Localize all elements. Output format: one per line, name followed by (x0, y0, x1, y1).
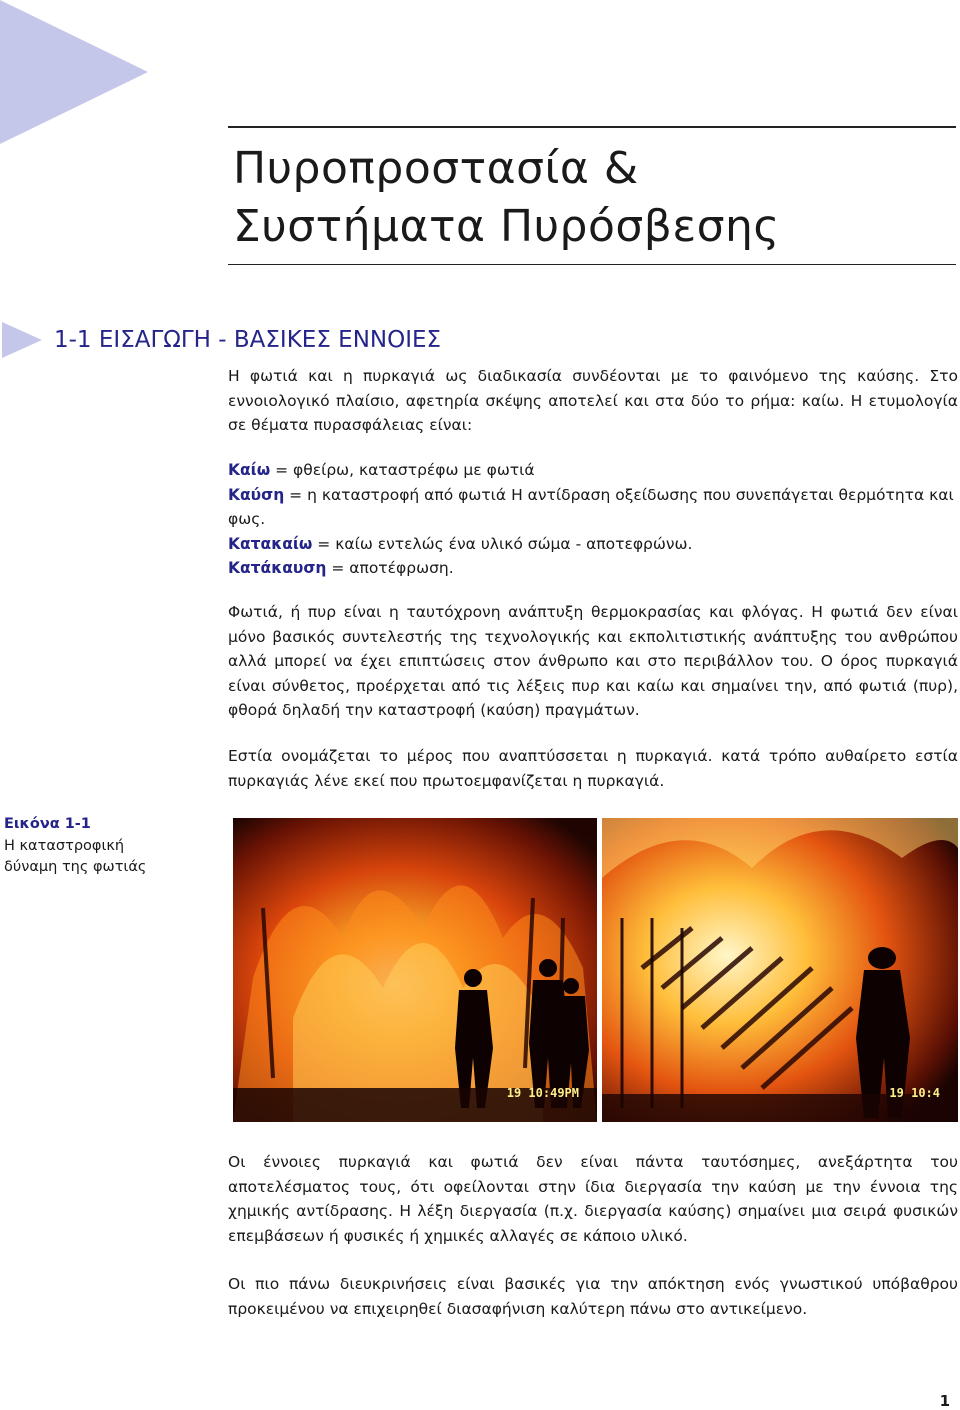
definition-item (228, 556, 958, 581)
fire-definition-block (228, 600, 958, 723)
intro-paragraph: Η φωτιά και η πυρκαγιά ως διαδικασία συνδέονται με το φαινόμενο της καύσης. Στο εννοιολογικό πλαίσιο, αφετηρία σκέψης αποτελεί και στα δύο το ρήμα: καίω. Η ετυμολογία σε θέματα πυρασφάλειας είναι: (228, 367, 958, 434)
definition-term: Κατάκαυση (228, 559, 327, 577)
fire-definition-paragraph: Φωτιά, ή πυρ είναι η ταυτόχρονη ανάπτυξη θερμοκρασίας και φλόγας. Η φωτιά δεν είναι μόνο βασικός συντελεστής της τεχνολογικής και εκπολιτιστικής ανάπτυξης του ανθρώπου αλλά μπορεί να έχει επιπτώσεις στον άνθρωπο και στο περιβάλλον του. Ο όρος πυρκαγιά είναι σύνθετος, προέρχεται από τις λέξεις πυρ και καίω και σημαίνει την, από φωτιά (πυρ), φθορά δηλαδή την καταστροφή (καύση) πραγμάτων. (228, 603, 958, 719)
fire-photo-right-image (602, 818, 958, 1122)
fire-photo-left-image (233, 818, 597, 1122)
fire-photo-left (233, 818, 597, 1122)
concepts-block (228, 1150, 958, 1248)
definition-item (228, 483, 958, 532)
definition-term: Καύση (228, 485, 285, 504)
definition-term: Καίω (228, 461, 271, 479)
page-number: 1 (939, 1392, 950, 1410)
figure-caption (4, 814, 204, 879)
figure-caption-line1: Η καταστροφική (4, 837, 125, 854)
fire-photo-right (602, 818, 958, 1122)
page-title-line1: Πυροπροστασία & (233, 143, 639, 194)
definition-text: = αποτέφρωση. (326, 559, 454, 577)
figure-caption-line2: δύναμη της φωτιάς (4, 859, 147, 875)
section-heading: 1-1 ΕΙΣΑΓΩΓΗ - ΒΑΣΙΚΕΣ ΕΝΝΟΙΕΣ (54, 327, 442, 353)
photo-timestamp-right: 19 10:4 (889, 1086, 940, 1100)
focus-definition-paragraph: Εστία ονομάζεται το μέρος που αναπτύσσεται η πυρκαγιά. κατά τρόπο αυθαίρετο εστία πυρκαγιάς λένε εκεί που πρωτοεμφανίζεται η πυρκαγιά. (228, 747, 958, 790)
title-bottom-rule (228, 264, 956, 265)
definition-text: = η καταστροφή από φωτιά Η αντίδραση οξείδωσης που συνεπάγεται θερμότητα και φως. (228, 485, 954, 528)
page-title (233, 140, 780, 256)
definition-item (228, 458, 958, 483)
figure-label: Εικόνα 1-1 (4, 816, 91, 832)
focus-definition-block (228, 744, 958, 793)
page-title-line2: Συστήματα Πυρόσβεσης (233, 201, 780, 252)
photo-timestamp-left: 19 10:49PM (506, 1086, 579, 1100)
section-bullet-triangle (2, 322, 42, 358)
decorative-triangle-top (0, 0, 148, 144)
title-top-rule (228, 126, 956, 128)
closing-paragraph: Οι πιο πάνω διευκρινήσεις είναι βασικές για την απόκτηση ενός γνωστικού υπόβαθρου προκειμένου να επιχειρηθεί διασαφήνιση καλύτερη πάνω στο αντικείμενο. (228, 1275, 958, 1318)
concepts-paragraph: Οι έννοιες πυρκαγιά και φωτιά δεν είναι πάντα ταυτόσημες, ανεξάρτητα του αποτελέσματος τους, ότι οφείλονται στην ίδια διεργασία την καύση με την έννοια της χημικής αντίδρασης. Η λέξη διεργασία (π.χ. διεργασία καύσης) σημαίνει μια σειρά φυσικών επεμβάσεων ή φυσικές ή χημικές αλλαγές σε κάποιο υλικό. (228, 1153, 958, 1245)
definition-text: = καίω εντελώς ένα υλικό σώμα - αποτεφρώνω. (312, 534, 693, 553)
closing-block (228, 1272, 958, 1321)
definition-item (228, 532, 958, 557)
definition-term: Κατακαίω (228, 534, 313, 553)
definition-text: = φθείρω, καταστρέφω με φωτιά (270, 461, 535, 479)
intro-block (228, 364, 958, 438)
definitions-list (228, 458, 958, 581)
